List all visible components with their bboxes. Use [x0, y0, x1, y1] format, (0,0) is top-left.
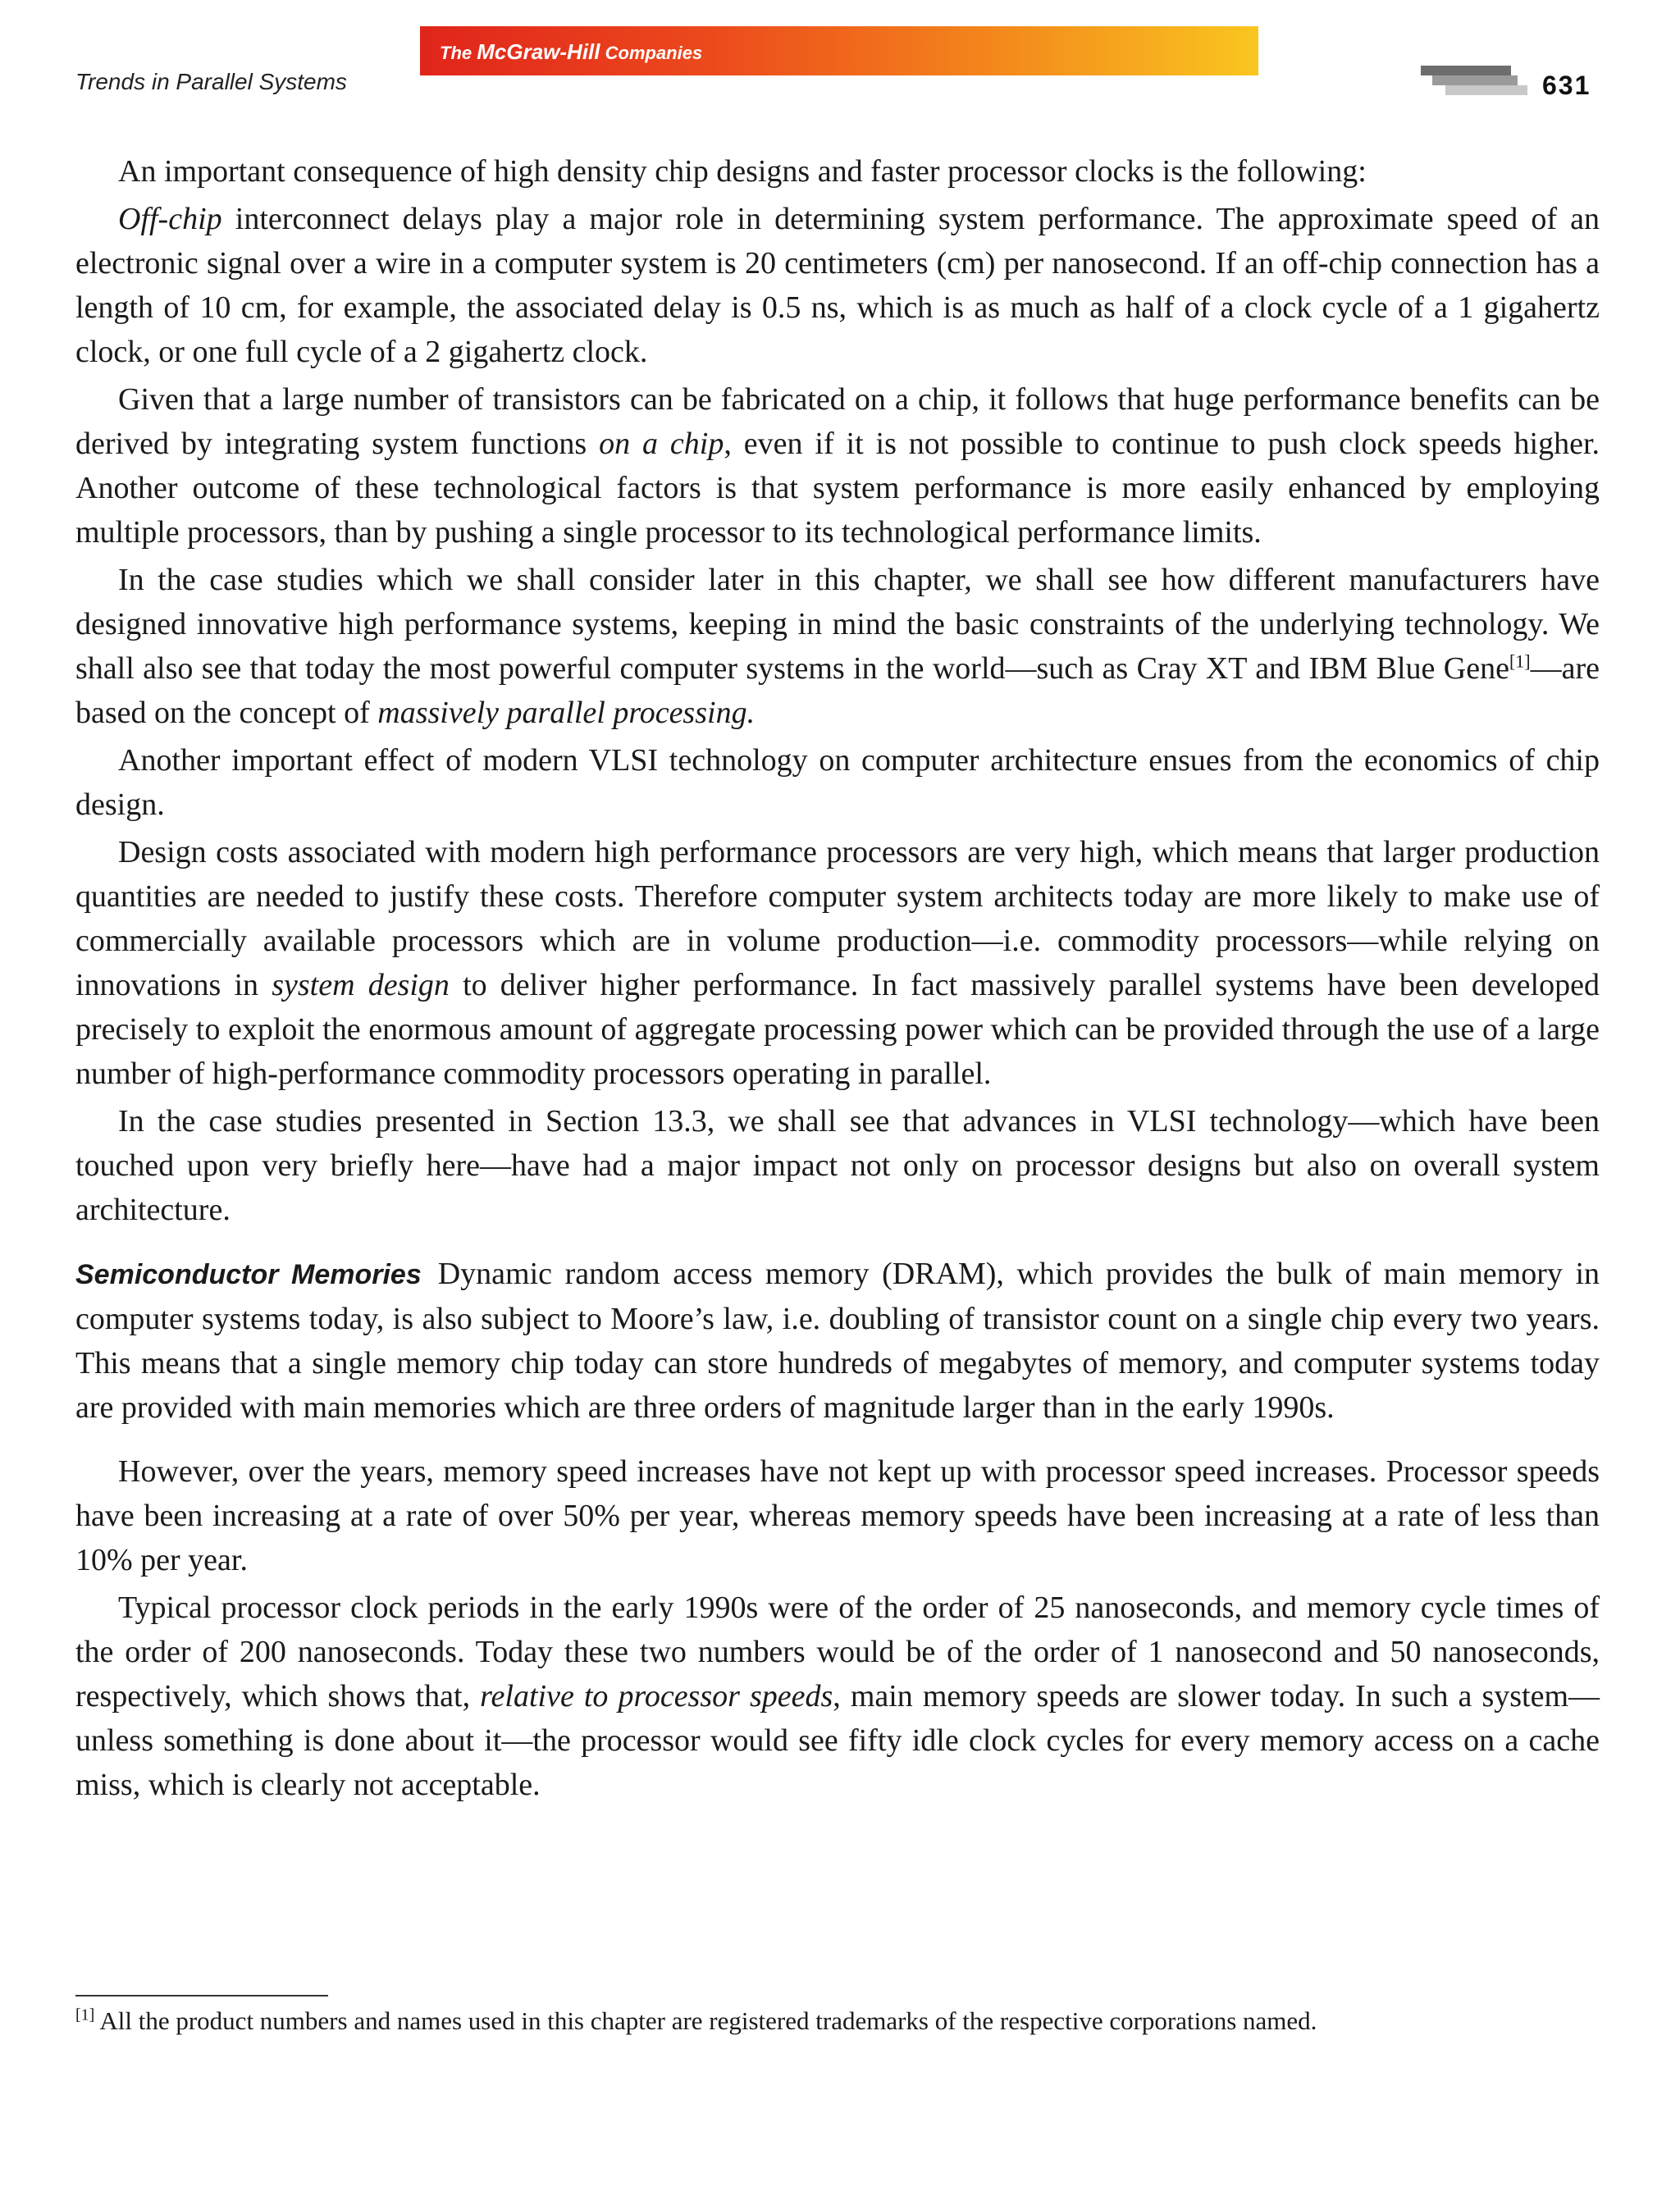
paragraph-4: In the case studies which we shall consider later in this chapter, we shall see how different manufacturers have designed innovative high performance systems, keeping in mind the basic constraints of the underlying technology. We shall also see that today the most powerful computer systems in the world—such as Cray XT and IBM Blue Gene[1]—are based on the concept of massively parallel processing.: [75, 563, 1600, 730]
paragraph-9: However, over the years, memory speed increases have not kept up with processor speed increases. Processor speeds have been increasing at a rate of over 50% per year, whereas memory speeds have been increasing at a rate of less than 10% per year.: [75, 1454, 1600, 1577]
page-number: 631: [1542, 71, 1591, 100]
paragraph-7: In the case studies presented in Section 13.3, we shall see that advances in VLSI technology—which have been touched upon very briefly here—have had a major impact not only on processor designs but also on overall system architecture.: [75, 1104, 1600, 1227]
footnote-marker: [1]: [75, 2006, 95, 2024]
footnote: [75, 2005, 1600, 2038]
emphasis-system-design: system design: [272, 968, 450, 1002]
emphasis-mpp: massively parallel processing.: [377, 696, 756, 730]
paragraph-6: Design costs associated with modern high performance processors are very high, which means that larger production quantities are needed to justify these costs. Therefore computer system architects today are more likely to make use of commercially available processors which are in volume production—i.e. commodity processors—while relying on innovations in system design to deliver higher performance. In fact massively parallel systems have been developed precisely to exploit the enormous amount of aggregate processing power which can be provided through the use of a large number of high-performance commodity processors operating in parallel.: [75, 835, 1600, 1091]
paragraph-5: Another important effect of modern VLSI technology on computer architecture ensues from the economics of chip design.: [75, 743, 1600, 822]
publisher-post: Companies: [605, 43, 703, 63]
paragraph-3: Given that a large number of transistors can be fabricated on a chip, it follows that huge performance benefits can be derived by integrating system functions on a chip, even if it is not possible to continue to push clock speeds higher. Another outcome of these technological factors is that system performance is more easily enhanced by employing multiple processors, than by pushing a single processor to its technological performance limits.: [75, 382, 1600, 550]
emphasis-relative: relative to processor speeds: [480, 1679, 833, 1714]
footnote-text: All the product numbers and names used in this chapter are registered trademarks of the respective corporations named.: [99, 2006, 1317, 2035]
publisher-name: McGraw-Hill: [477, 39, 600, 64]
emphasis-off-chip: Off-chip: [118, 202, 222, 236]
running-title: Trends in Parallel Systems: [75, 69, 347, 94]
page-number-decoration: [1421, 66, 1529, 102]
footnote-reference: [1]: [1509, 650, 1531, 672]
paragraph-2: Off-chip interconnect delays play a major role in determining system performance. The approximate speed of an electronic signal over a wire in a computer system is 20 centimeters (cm) per nanosecond. If an off-chip connection has a length of 10 cm, for example, the associated delay is 0.5 ns, which is as much as half of a clock cycle of a 1 gigahertz clock, or one full cycle of a 2 gigahertz clock.: [75, 202, 1600, 369]
footnote-rule: [75, 1995, 328, 1996]
publisher-logo: [440, 39, 702, 65]
publisher-banner: [420, 26, 1258, 75]
paragraph-10: Typical processor clock periods in the early 1990s were of the order of 25 nanoseconds, and memory cycle times of the order of 200 nanoseconds. Today these two numbers would be of the order of 1 nanosecond and 50 nanoseconds, respectively, which shows that, relative to processor speeds, main memory speeds are slower today. In such a system—unless something is done about it—the processor would see fifty idle clock cycles for every memory access on a cache miss, which is clearly not acceptable.: [75, 1590, 1600, 1802]
paragraph-1: An important consequence of high density chip designs and faster processor clocks is the following:: [118, 154, 1367, 189]
emphasis-on-a-chip: on a chip: [599, 427, 724, 461]
body-text: [75, 149, 1600, 1810]
section-heading: Semiconductor Memories: [75, 1259, 422, 1290]
paragraph-8: Semiconductor Memories Dynamic random access memory (DRAM), which provides the bulk of main memory in computer systems today, is also subject to Moore’s law, i.e. doubling of transistor count on a single chip every two years. This means that a single memory chip today can store hundreds of megabytes of memory, and computer systems today are provided with main memories which are three orders of magnitude larger than in the early 1990s.: [75, 1257, 1600, 1425]
publisher-pre: The: [440, 43, 472, 63]
